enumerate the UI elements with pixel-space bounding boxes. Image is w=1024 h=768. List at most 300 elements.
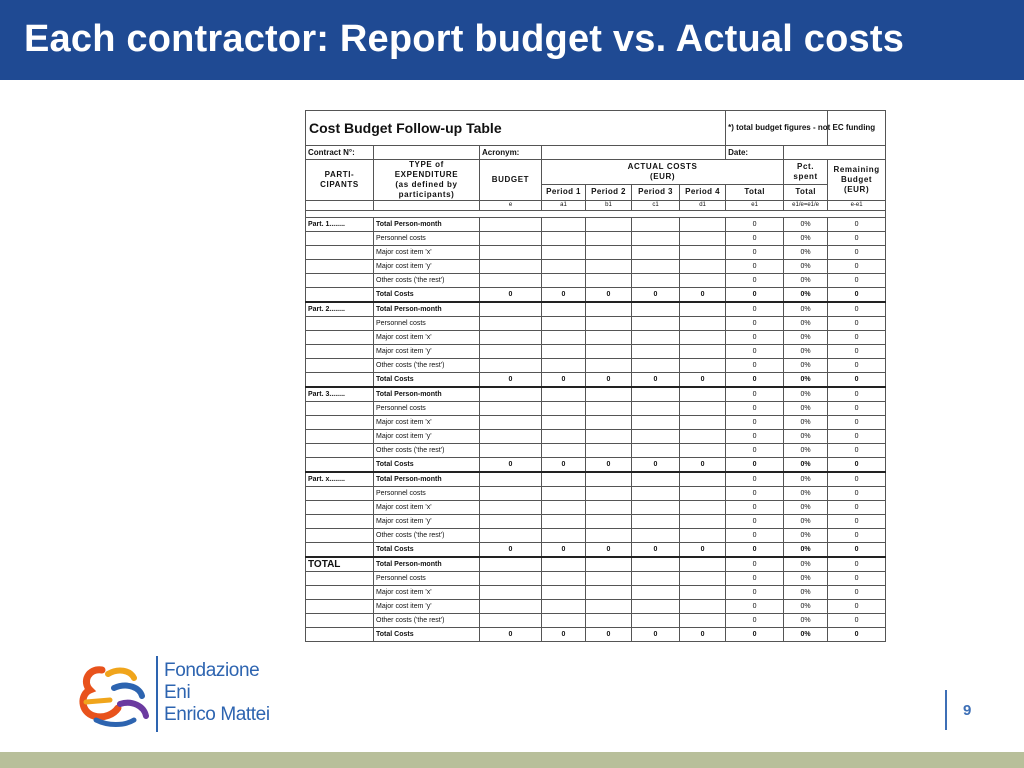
budget-cell — [480, 487, 542, 501]
period-cell — [586, 487, 632, 501]
total-p3-value: 0 — [632, 373, 680, 388]
period-cell — [586, 232, 632, 246]
budget-cell — [480, 572, 542, 586]
total-p4-value: 0 — [680, 628, 726, 642]
remaining-value: 0 — [828, 600, 886, 614]
period-cell — [680, 487, 726, 501]
remaining-value: 0 — [828, 487, 886, 501]
pct-value: 0% — [784, 430, 828, 444]
budget-cell — [480, 515, 542, 529]
table-row — [306, 373, 886, 388]
pct-value: 0% — [784, 501, 828, 515]
period-cell — [632, 402, 680, 416]
total-total-value: 0 — [726, 628, 784, 642]
total-value: 0 — [726, 501, 784, 515]
period-cell — [586, 218, 632, 232]
total-remaining-value: 0 — [828, 458, 886, 473]
cost-budget-table — [305, 110, 886, 642]
period-cell — [586, 274, 632, 288]
expenditure-type: Total Costs — [374, 543, 480, 558]
remaining-value: 0 — [828, 274, 886, 288]
total-remaining-value: 0 — [828, 373, 886, 388]
budget-cell — [480, 317, 542, 331]
expenditure-type: Total Costs — [374, 288, 480, 303]
header-budget: BUDGET — [480, 160, 542, 201]
pct-value: 0% — [784, 331, 828, 345]
total-value: 0 — [726, 430, 784, 444]
total-budget-value: 0 — [480, 458, 542, 473]
period-cell — [632, 557, 680, 572]
subheader-cell — [374, 201, 480, 211]
logo-text — [164, 660, 270, 726]
period-cell — [542, 557, 586, 572]
remaining-value: 0 — [828, 302, 886, 317]
period-cell — [632, 232, 680, 246]
table-row — [306, 543, 886, 558]
table-row — [306, 302, 886, 317]
table-row — [306, 402, 886, 416]
fem-logo-icon — [74, 660, 152, 730]
period-cell — [586, 572, 632, 586]
period-cell — [632, 515, 680, 529]
expenditure-type: Major cost item 'x' — [374, 416, 480, 430]
participant-cell — [306, 373, 374, 388]
expenditure-type: Major cost item 'x' — [374, 331, 480, 345]
period-cell — [586, 614, 632, 628]
period-cell — [680, 557, 726, 572]
period-cell — [542, 246, 586, 260]
period-cell — [542, 444, 586, 458]
remaining-value: 0 — [828, 529, 886, 543]
period-cell — [632, 416, 680, 430]
period-cell — [680, 472, 726, 487]
total-budget-value: 0 — [480, 288, 542, 303]
header-period-4: Period 4 — [680, 184, 726, 200]
total-value: 0 — [726, 246, 784, 260]
remaining-value: 0 — [828, 472, 886, 487]
table-row — [306, 288, 886, 303]
expenditure-type: Other costs ('the rest') — [374, 444, 480, 458]
total-total-value: 0 — [726, 458, 784, 473]
period-cell — [586, 302, 632, 317]
pct-value: 0% — [784, 246, 828, 260]
participant-cell — [306, 572, 374, 586]
remaining-value: 0 — [828, 387, 886, 402]
table-row — [306, 458, 886, 473]
total-value: 0 — [726, 359, 784, 373]
total-p4-value: 0 — [680, 288, 726, 303]
pct-value: 0% — [784, 416, 828, 430]
period-cell — [632, 529, 680, 543]
header-pct-spent: Pct. spent — [784, 160, 828, 185]
remaining-value: 0 — [828, 232, 886, 246]
budget-cell — [480, 331, 542, 345]
budget-cell — [480, 402, 542, 416]
expenditure-type: Personnel costs — [374, 232, 480, 246]
period-cell — [632, 218, 680, 232]
pct-value: 0% — [784, 317, 828, 331]
period-cell — [680, 430, 726, 444]
period-cell — [632, 600, 680, 614]
period-cell — [586, 331, 632, 345]
period-cell — [586, 600, 632, 614]
expenditure-type: Total Person-month — [374, 557, 480, 572]
participant-cell — [306, 458, 374, 473]
period-cell — [632, 572, 680, 586]
budget-cell — [480, 260, 542, 274]
total-p1-value: 0 — [542, 628, 586, 642]
participant-cell — [306, 515, 374, 529]
total-pct-value: 0% — [784, 288, 828, 303]
period-cell — [542, 218, 586, 232]
period-cell — [680, 331, 726, 345]
expenditure-type: Personnel costs — [374, 317, 480, 331]
period-cell — [680, 444, 726, 458]
total-value: 0 — [726, 387, 784, 402]
total-pct-value: 0% — [784, 543, 828, 558]
page-number: 9 — [963, 702, 972, 719]
remaining-value: 0 — [828, 416, 886, 430]
participant-cell — [306, 614, 374, 628]
period-cell — [542, 487, 586, 501]
pct-value: 0% — [784, 487, 828, 501]
expenditure-type: Personnel costs — [374, 402, 480, 416]
period-cell — [632, 487, 680, 501]
period-cell — [542, 345, 586, 359]
table-row — [306, 218, 886, 232]
budget-cell — [480, 501, 542, 515]
logo-line-1: Fondazione — [164, 660, 260, 681]
subheader-p2: b1 — [586, 201, 632, 211]
period-cell — [680, 232, 726, 246]
participant-label: Part. x........ — [306, 472, 374, 487]
period-cell — [680, 387, 726, 402]
period-cell — [680, 274, 726, 288]
table-row — [306, 359, 886, 373]
total-value: 0 — [726, 302, 784, 317]
total-pct-value: 0% — [784, 458, 828, 473]
budget-cell — [480, 430, 542, 444]
total-value: 0 — [726, 487, 784, 501]
period-cell — [680, 260, 726, 274]
period-cell — [632, 317, 680, 331]
period-cell — [586, 586, 632, 600]
total-p1-value: 0 — [542, 373, 586, 388]
remaining-value: 0 — [828, 614, 886, 628]
period-cell — [680, 302, 726, 317]
table-row — [306, 246, 886, 260]
expenditure-type: Total Person-month — [374, 472, 480, 487]
cost-budget-table-container — [305, 110, 885, 671]
date-value — [784, 146, 886, 160]
period-cell — [680, 614, 726, 628]
pct-value: 0% — [784, 600, 828, 614]
period-cell — [586, 260, 632, 274]
participant-cell — [306, 246, 374, 260]
header-total: Total — [726, 184, 784, 200]
table-row — [306, 331, 886, 345]
budget-cell — [480, 274, 542, 288]
total-p4-value: 0 — [680, 373, 726, 388]
header-period-2: Period 2 — [586, 184, 632, 200]
period-cell — [542, 302, 586, 317]
budget-cell — [480, 614, 542, 628]
pct-value: 0% — [784, 572, 828, 586]
table-row — [306, 232, 886, 246]
total-value: 0 — [726, 529, 784, 543]
period-cell — [542, 232, 586, 246]
budget-cell — [480, 472, 542, 487]
total-p1-value: 0 — [542, 288, 586, 303]
total-value: 0 — [726, 402, 784, 416]
total-p3-value: 0 — [632, 458, 680, 473]
period-cell — [542, 317, 586, 331]
total-p2-value: 0 — [586, 373, 632, 388]
remaining-value: 0 — [828, 218, 886, 232]
table-row — [306, 260, 886, 274]
total-p2-value: 0 — [586, 543, 632, 558]
remaining-value: 0 — [828, 430, 886, 444]
pct-value: 0% — [784, 387, 828, 402]
title-bar — [0, 0, 1024, 80]
budget-cell — [480, 359, 542, 373]
period-cell — [680, 600, 726, 614]
expenditure-type: Major cost item 'y' — [374, 345, 480, 359]
period-cell — [542, 600, 586, 614]
table-row — [306, 317, 886, 331]
total-value: 0 — [726, 572, 784, 586]
participant-cell — [306, 232, 374, 246]
subheader-p3: c1 — [632, 201, 680, 211]
remaining-value: 0 — [828, 260, 886, 274]
participant-cell — [306, 543, 374, 558]
participant-cell — [306, 586, 374, 600]
total-p3-value: 0 — [632, 288, 680, 303]
table-row — [306, 444, 886, 458]
participant-cell — [306, 487, 374, 501]
pct-value: 0% — [784, 345, 828, 359]
participant-cell — [306, 345, 374, 359]
budget-cell — [480, 387, 542, 402]
logo-divider — [156, 656, 158, 732]
total-value: 0 — [726, 600, 784, 614]
participant-cell — [306, 501, 374, 515]
budget-cell — [480, 218, 542, 232]
total-p1-value: 0 — [542, 458, 586, 473]
participant-cell — [306, 359, 374, 373]
total-p2-value: 0 — [586, 458, 632, 473]
header-period-3: Period 3 — [632, 184, 680, 200]
table-row — [306, 472, 886, 487]
table-note: *) total budget figures - not EC funding — [726, 111, 828, 146]
logo-line-2: Eni — [164, 682, 191, 703]
pct-value: 0% — [784, 557, 828, 572]
pct-value: 0% — [784, 260, 828, 274]
participant-label: Part. 3........ — [306, 387, 374, 402]
expenditure-type: Total Costs — [374, 628, 480, 642]
header-remaining: Remaining Budget (EUR) — [828, 160, 886, 201]
period-cell — [542, 515, 586, 529]
participant-cell — [306, 529, 374, 543]
total-p3-value: 0 — [632, 628, 680, 642]
period-cell — [586, 557, 632, 572]
period-cell — [632, 260, 680, 274]
participant-cell — [306, 260, 374, 274]
period-cell — [586, 317, 632, 331]
footer-bar — [0, 752, 1024, 768]
budget-cell — [480, 246, 542, 260]
fondazione-logo — [74, 652, 294, 736]
table-row — [306, 487, 886, 501]
table-row — [306, 600, 886, 614]
period-cell — [542, 274, 586, 288]
header-total-pct: Total — [784, 184, 828, 200]
subheader-budget: e — [480, 201, 542, 211]
total-p4-value: 0 — [680, 543, 726, 558]
period-cell — [586, 430, 632, 444]
period-cell — [632, 614, 680, 628]
period-cell — [632, 274, 680, 288]
participant-cell — [306, 402, 374, 416]
total-value: 0 — [726, 232, 784, 246]
expenditure-type: Major cost item 'y' — [374, 260, 480, 274]
expenditure-type: Major cost item 'y' — [374, 430, 480, 444]
slide-title: Each contractor: Report budget vs. Actual costs — [24, 18, 905, 60]
total-remaining-value: 0 — [828, 628, 886, 642]
total-p4-value: 0 — [680, 458, 726, 473]
budget-cell — [480, 444, 542, 458]
pct-value: 0% — [784, 274, 828, 288]
total-p3-value: 0 — [632, 543, 680, 558]
subheader-pct: e1/e=e1/e — [784, 201, 828, 211]
period-cell — [680, 359, 726, 373]
remaining-value: 0 — [828, 444, 886, 458]
header-participants: PARTI- CIPANTS — [306, 160, 374, 201]
period-cell — [680, 515, 726, 529]
total-pct-value: 0% — [784, 373, 828, 388]
period-cell — [542, 529, 586, 543]
period-cell — [542, 260, 586, 274]
period-cell — [542, 472, 586, 487]
page-number-box — [945, 690, 972, 730]
period-cell — [632, 246, 680, 260]
remaining-value: 0 — [828, 359, 886, 373]
total-value: 0 — [726, 586, 784, 600]
table-title: Cost Budget Follow-up Table — [306, 111, 726, 146]
table-row — [306, 529, 886, 543]
period-cell — [586, 416, 632, 430]
participant-cell — [306, 444, 374, 458]
table-row — [306, 586, 886, 600]
period-cell — [632, 430, 680, 444]
total-value: 0 — [726, 515, 784, 529]
logo-line-3: Enrico Mattei — [164, 704, 270, 725]
period-cell — [632, 387, 680, 402]
total-p2-value: 0 — [586, 628, 632, 642]
period-cell — [680, 572, 726, 586]
period-cell — [680, 345, 726, 359]
subheader-total: e1 — [726, 201, 784, 211]
period-cell — [632, 586, 680, 600]
pct-value: 0% — [784, 515, 828, 529]
expenditure-type: Personnel costs — [374, 487, 480, 501]
period-cell — [542, 416, 586, 430]
table-row — [306, 430, 886, 444]
total-value: 0 — [726, 345, 784, 359]
period-cell — [542, 572, 586, 586]
period-cell — [680, 402, 726, 416]
expenditure-type: Total Person-month — [374, 387, 480, 402]
expenditure-type: Other costs ('the rest') — [374, 614, 480, 628]
period-cell — [586, 359, 632, 373]
total-remaining-value: 0 — [828, 288, 886, 303]
period-cell — [542, 402, 586, 416]
subheader-remaining: e-e1 — [828, 201, 886, 211]
expenditure-type: Major cost item 'y' — [374, 600, 480, 614]
period-cell — [632, 501, 680, 515]
period-cell — [680, 501, 726, 515]
total-value: 0 — [726, 472, 784, 487]
period-cell — [632, 444, 680, 458]
period-cell — [586, 472, 632, 487]
participant-label: Part. 2........ — [306, 302, 374, 317]
period-cell — [586, 387, 632, 402]
expenditure-type: Other costs ('the rest') — [374, 359, 480, 373]
date-label: Date: — [726, 146, 784, 160]
expenditure-type: Other costs ('the rest') — [374, 274, 480, 288]
remaining-value: 0 — [828, 572, 886, 586]
budget-cell — [480, 600, 542, 614]
acronym-value — [542, 146, 726, 160]
period-cell — [680, 218, 726, 232]
pct-value: 0% — [784, 232, 828, 246]
expenditure-type: Other costs ('the rest') — [374, 529, 480, 543]
expenditure-type: Total Costs — [374, 458, 480, 473]
header-type: TYPE of EXPENDITURE (as defined by participants) — [374, 160, 480, 201]
participant-cell — [306, 628, 374, 642]
budget-cell — [480, 345, 542, 359]
pct-value: 0% — [784, 472, 828, 487]
total-value: 0 — [726, 218, 784, 232]
table-row — [306, 387, 886, 402]
period-cell — [586, 529, 632, 543]
period-cell — [542, 359, 586, 373]
pct-value: 0% — [784, 402, 828, 416]
expenditure-type: Total Person-month — [374, 302, 480, 317]
expenditure-type: Major cost item 'x' — [374, 586, 480, 600]
remaining-value: 0 — [828, 345, 886, 359]
period-cell — [586, 444, 632, 458]
total-remaining-value: 0 — [828, 543, 886, 558]
table-row — [306, 274, 886, 288]
remaining-value: 0 — [828, 402, 886, 416]
remaining-value: 0 — [828, 515, 886, 529]
pct-value: 0% — [784, 614, 828, 628]
pct-value: 0% — [784, 529, 828, 543]
subheader-p4: d1 — [680, 201, 726, 211]
pct-value: 0% — [784, 359, 828, 373]
total-p1-value: 0 — [542, 543, 586, 558]
period-cell — [680, 246, 726, 260]
subheader-cell — [306, 201, 374, 211]
total-value: 0 — [726, 317, 784, 331]
period-cell — [632, 345, 680, 359]
acronym-label: Acronym: — [480, 146, 542, 160]
total-value: 0 — [726, 331, 784, 345]
period-cell — [586, 515, 632, 529]
budget-cell — [480, 586, 542, 600]
period-cell — [542, 387, 586, 402]
